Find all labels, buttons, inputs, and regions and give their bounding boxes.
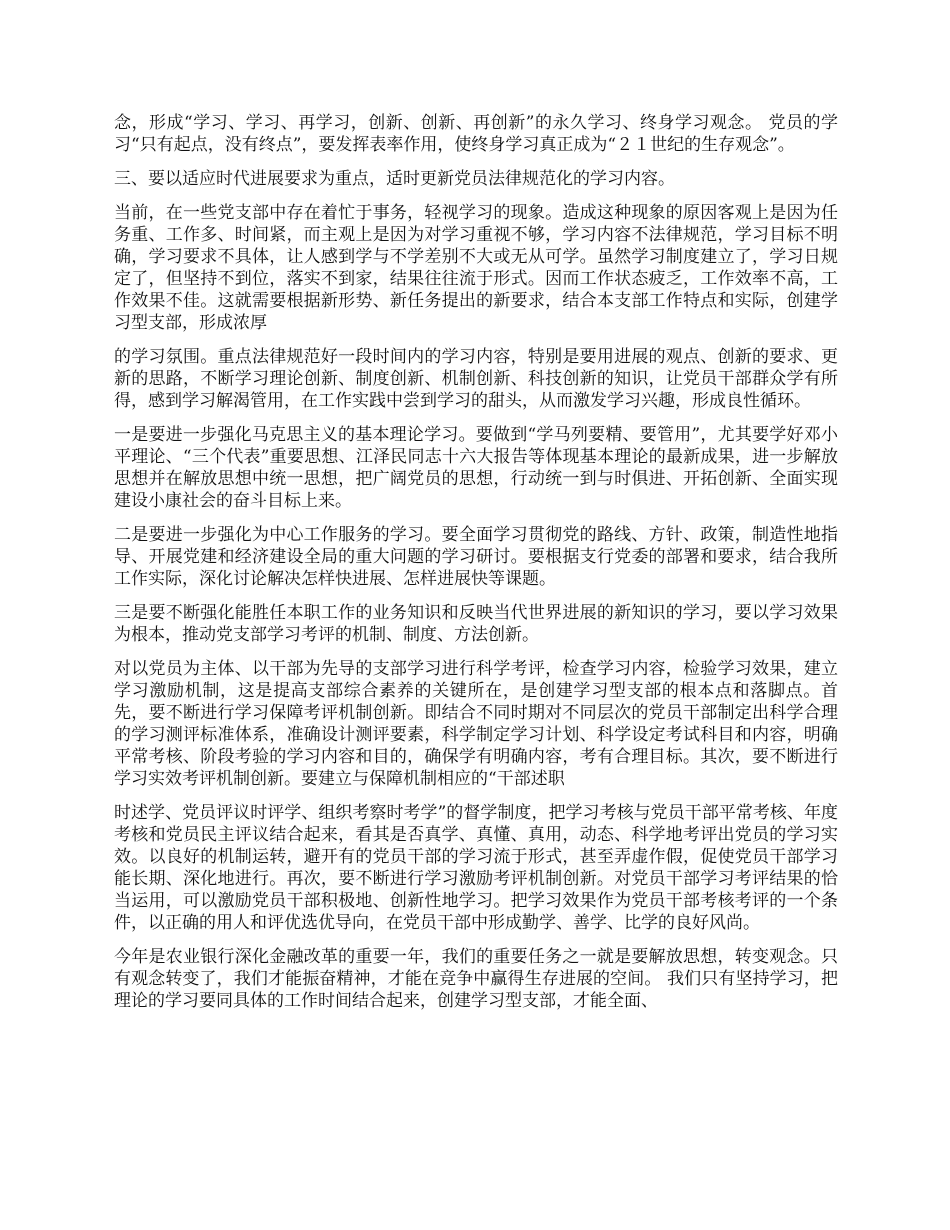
paragraph-section-three-heading: 三、要以适应时代进展要求为重点，适时更新党员法律规范化的学习内容。	[114, 169, 675, 189]
paragraph-learning-atmosphere: 的学习氛围。重点法律规范好一段时间内的学习内容，特别是要用进展的观点、创新的要求、更新的思路，不断学习理论创新、制度创新、机制创新、科技创新的知识，让党员干部群众学有所得，感到学习解渴管用，在工作实践中尝到学习的甜头，从而激发学习兴趣，形成良性循环。	[114, 347, 838, 411]
document-body	[114, 112, 838, 1024]
paragraph-point-two-service: 二是要进一步强化为中心工作服务的学习。要全面学习贯彻党的路线、方针、政策，制造性地指导、开展党建和经济建设全局的重大问题的学习研讨。要根据支行党委的部署和要求，结合我所工作实际，深化讨论解决怎样快进展、怎样进展快等课题。	[114, 525, 838, 589]
paragraph-point-three-knowledge: 三是要不断强化能胜任本职工作的业务知识和反映当代世界进展的新知识的学习，要以学习效果为根本，推动党支部学习考评的机制、制度、方法创新。	[114, 603, 838, 645]
paragraph-this-year: 今年是农业银行深化金融改革的重要一年，我们的重要任务之一就是要解放思想，转变观念。只有观念转变了，我们才能振奋精神，才能在竞争中赢得生存进展的空间。 我们只有坚持学习，把理论的学习要同具体的工作时间结合起来，创建学习型支部，才能全面、	[114, 947, 838, 1011]
paragraph-supervision-system: 时述学、党员评议时评学、组织考察时考学”的督学制度，把学习考核与党员干部平常考核、年度考核和党员民主评议结合起来，看其是否真学、真懂、真用，动态、科学地考评出党员的学习实效。以良好的机制运转，避开有的党员干部的学习流于形式，甚至弄虚作假，促使党员干部学习能长期、深化地进行。再次，要不断进行学习激励考评机制创新。对党员干部学习考评结果的恰当运用，可以激励党员干部积极地、创新性地学习。把学习效果作为党员干部考核考评的一个条件，以正确的用人和评优选优导向，在党员干部中形成勤学、善学、比学的良好风尚。	[114, 803, 838, 933]
paragraph-lifelong-learning: 念，形成“学习、学习、再学习，创新、创新、再创新”的永久学习、终身学习观念。 党员的学习“只有起点，没有终点”，要发挥表率作用，使终身学习真正成为“２１世纪的生存观念”。	[114, 113, 838, 155]
paragraph-point-one-theory: 一是要进一步强化马克思主义的基本理论学习。要做到“学马列要精、要管用”，尤其要学好邓小平理论、“三个代表”重要思想、江泽民同志十六大报告等体现基本理论的最新成果，进一步解放思想并在解放思想中统一思想，把广阔党员的思想，行动统一到与时俱进、开拓创新、全面实现建设小康社会的奋斗目标上来。	[114, 425, 838, 511]
paragraph-current-situation: 当前，在一些党支部中存在着忙于事务，轻视学习的现象。造成这种现象的原因客观上是因为任务重、工作多、时间紧，而主观上是因为对学习重视不够，学习内容不法律规范，学习目标不明确，学习要求不具体，让人感到学与不学差别不大或无从可学。虽然学习制度建立了，学习日规定了，但坚持不到位，落实不到家，结果往往流于形式。因而工作状态疲乏，工作效率不高，工作效果不佳。这就需要根据新形势、新任务提出的新要求，结合本支部工作特点和实际，创建学习型支部，形成浓厚	[114, 203, 838, 333]
paragraph-evaluation: 对以党员为主体、以干部为先导的支部学习进行科学考评，检查学习内容，检验学习效果，建立学习激励机制，这是提高支部综合素养的关键所在，是创建学习型支部的根本点和落脚点。首先，要不断进行学习保障考评机制创新。即结合不同时期对不同层次的党员干部制定出科学合理的学习测评标准体系，准确设计测评要素，科学制定学习计划、科学设定考试科目和内容，明确平常考核、阶段考验的学习内容和目的，确保学有明确内容，考有合理目标。其次，要不断进行学习实效考评机制创新。要建立与保障机制相应的“干部述职	[114, 659, 838, 789]
